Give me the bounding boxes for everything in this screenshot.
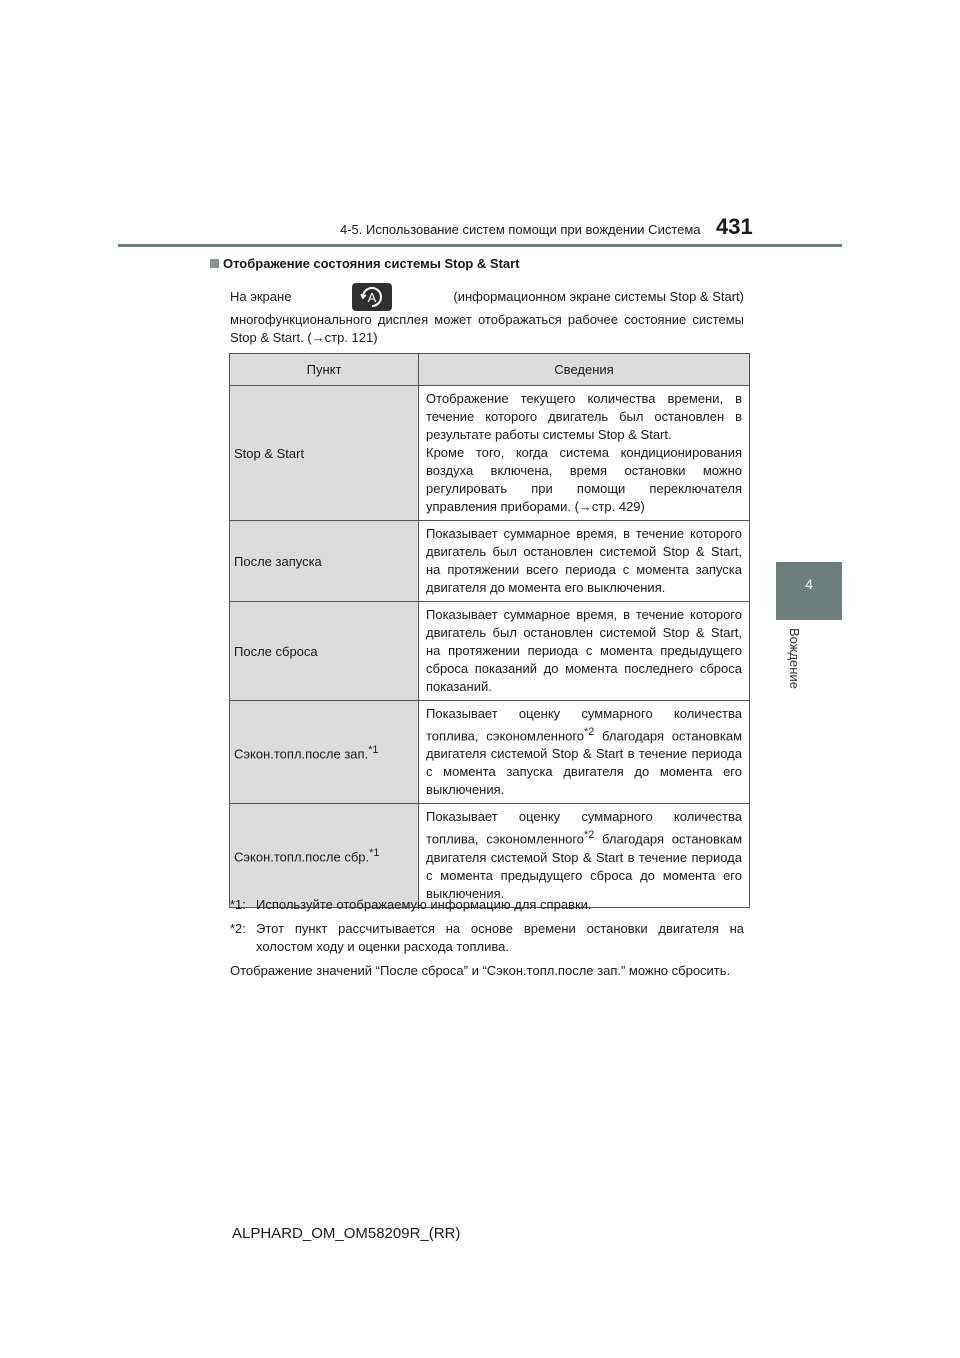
- table-row: [230, 701, 750, 804]
- row-details: [419, 386, 750, 521]
- row-item-text: После сброса: [234, 643, 318, 659]
- chapter-tab-label: Вождение: [787, 628, 802, 689]
- row-item-text: Сэкон.топл.после сбр.: [234, 849, 370, 865]
- row-item-text: Сэкон.топл.после зап.: [234, 745, 369, 761]
- footnote-ref: *2: [584, 726, 595, 738]
- header-divider: [118, 244, 842, 247]
- header-section-path: 4-5. Использование систем помощи при вождении Система: [340, 222, 701, 237]
- row-item: [230, 602, 419, 701]
- footnote-mark: *2:: [230, 921, 246, 936]
- footnote-1: [230, 896, 744, 914]
- footnote-text: Используйте отображаемую информацию для справки.: [256, 897, 592, 912]
- column-header-details: Сведения: [419, 354, 750, 386]
- row-details-text: Показывает оценку суммарного количества топлива, сэкономленного: [426, 706, 742, 744]
- row-details-text: благодаря остановкам двигателя системой Stop & Start в течение периода с момента запуска двигателя до момента его выключения.: [426, 728, 743, 798]
- row-details-text: Показывает суммарное время, в течение которого двигатель был остановлен системой Stop & Start, на протяжении периода с момента предыдущего сброса показаний до момента последнего сброса показаний.: [426, 607, 742, 694]
- row-details: [419, 602, 750, 701]
- table-row: [230, 602, 750, 701]
- row-item-text: После запуска: [234, 553, 322, 569]
- intro-text-rest: многофункционального дисплея может отображаться рабочее состояние системы Stop & Start. (→стр. 121): [230, 312, 744, 345]
- intro-text-a: На экране: [230, 289, 292, 304]
- stop-start-info-table: [229, 353, 750, 908]
- column-header-item: Пункт: [230, 354, 419, 386]
- row-details-text: благодаря остановкам двигателя системой Stop & Start в течение периода с момента предыдущего сброса до момента его выключения.: [426, 831, 743, 901]
- row-item: [230, 804, 419, 907]
- row-details-text: Показывает суммарное время, в течение которого двигатель был остановлен системой Stop & Start, на протяжении всего периода с момента запуска двигателя до момента его выключения.: [426, 526, 742, 595]
- model-code: ALPHARD_OM_OM58209R_(RR): [232, 1225, 461, 1242]
- footnote-ref: *1: [369, 846, 380, 859]
- row-item: [230, 701, 419, 804]
- footnote-mark: *1:: [230, 897, 246, 912]
- page-number: 431: [716, 214, 753, 239]
- row-details: [419, 701, 750, 804]
- intro-text-b: (информационном экране системы Stop & Start): [453, 289, 744, 304]
- section-title: [210, 256, 520, 271]
- svg-text:A: A: [368, 290, 377, 305]
- row-details-text: Отображение текущего количества времени, в течение которого двигатель был остановлен в результате работы системы Stop & Start.: [426, 391, 742, 442]
- row-details-text: Кроме того, когда система кондиционирования воздуха включена, время остановки можно регулировать при помощи переключателя управления приборами. (→стр. 429): [426, 445, 742, 514]
- row-details-text: Показывает оценку суммарного количества топлива, сэкономленного: [426, 809, 742, 847]
- section-intro: [230, 283, 744, 347]
- footnote-2: [230, 920, 744, 956]
- row-details: [419, 804, 750, 907]
- table-row: [230, 521, 750, 602]
- footnote-ref: *1: [368, 743, 379, 756]
- footnote-ref: *2: [584, 829, 595, 842]
- row-item: [230, 521, 419, 602]
- chapter-tab-number: 4: [805, 576, 813, 592]
- table-row: [230, 804, 750, 907]
- reset-note: Отображение значений “После сброса” и “Сэкон.топл.после зап.” можно сбросить.: [230, 963, 731, 978]
- stop-start-info-screen-icon: [352, 283, 392, 311]
- chapter-tab: [776, 562, 842, 620]
- footnote-text: Этот пункт рассчитывается на основе времени остановки двигателя на холостом ходу и оценки расхода топлива.: [256, 921, 744, 954]
- section-bullet-icon: [210, 259, 219, 268]
- section-title-text: Отображение состояния системы Stop & Start: [223, 256, 520, 271]
- row-item-text: Stop & Start: [234, 445, 305, 461]
- row-item: [230, 386, 419, 521]
- row-details: [419, 521, 750, 602]
- table-row: [230, 386, 750, 521]
